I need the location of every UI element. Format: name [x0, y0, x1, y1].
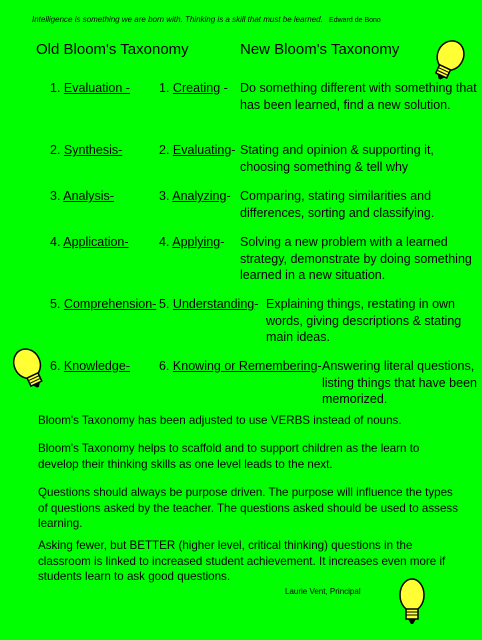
old-term: Knowledge- — [63, 359, 130, 373]
signature: Laurie Vent, Principal — [285, 587, 361, 596]
new-num: 3. — [159, 189, 170, 203]
new-term: Creating — [172, 81, 221, 95]
quote-text: Intelligence is something we are born with. Thinking is a skill that must be learned. — [32, 15, 323, 24]
separator: - — [226, 189, 231, 203]
row-description: Explaining things, restating in own words, giving descriptions & stating main ideas. — [266, 297, 462, 344]
paragraph-verbs: Bloom's Taxonomy has been adjusted to use VERBS instead of nouns. — [38, 414, 402, 427]
old-num: 6. — [50, 359, 61, 373]
row-description: Solving a new problem with a learned strategy, demonstrate by doing something learned in a new situation. — [240, 235, 472, 282]
quote — [32, 15, 381, 24]
separator: - — [254, 297, 259, 311]
old-num: 2. — [50, 143, 61, 157]
paragraph-scaffold: Bloom's Taxonomy helps to scaffold and to support children as the learn to develop their thinking skills as one level leads to the next. — [38, 442, 420, 471]
separator: - — [220, 81, 228, 95]
new-num: 6. — [159, 359, 170, 373]
old-num: 1. — [50, 81, 61, 95]
old-num: 4. — [50, 235, 61, 249]
new-term: Applying — [172, 235, 221, 249]
new-term: Understanding — [172, 297, 255, 311]
new-term: Evaluating — [172, 143, 232, 157]
old-term: Evaluation - — [63, 81, 130, 95]
new-num: 4. — [159, 235, 170, 249]
row-description: Stating and opinion & supporting it, choosing something & tell why — [240, 143, 434, 174]
separator: - — [220, 235, 225, 249]
lightbulb-icon — [426, 36, 470, 86]
paragraph-better-questions: Asking fewer, but BETTER (higher level, critical thinking) questions in the classroom is linked to increased student achievement. It increases even more if students learn to ask good questions. — [38, 539, 446, 584]
quote-author: Edward de Bono — [329, 17, 381, 24]
old-term: Synthesis- — [63, 143, 123, 157]
new-taxonomy-header: New Bloom's Taxonomy — [240, 41, 400, 58]
old-num: 3. — [50, 189, 61, 203]
row-description: Do something different with something that has been learned, find a new solution. — [240, 81, 477, 112]
paragraph-purpose: Questions should always be purpose driven. The purpose will influence the types of questions asked by the teacher. The questions asked should be used to assess learning. — [38, 486, 459, 531]
old-term: Analysis- — [63, 189, 114, 203]
new-term: Analyzing — [172, 189, 227, 203]
new-term: Knowing or Remembering — [172, 359, 318, 373]
old-term: Comprehension- — [63, 297, 157, 311]
row-description: Answering literal questions, listing things that have been memorized. — [322, 359, 477, 406]
new-num: 5. — [159, 297, 170, 311]
lightbulb-icon — [394, 576, 430, 630]
old-taxonomy-header: Old Bloom's Taxonomy — [36, 41, 189, 58]
lightbulb-icon — [8, 344, 52, 396]
new-num: 1. — [159, 81, 170, 95]
separator: - — [231, 143, 236, 157]
old-term: Application- — [63, 235, 129, 249]
old-num: 5. — [50, 297, 61, 311]
row-description: Comparing, stating similarities and differences, sorting and classifying. — [240, 189, 435, 220]
new-num: 2. — [159, 143, 170, 157]
separator: - — [317, 359, 322, 373]
